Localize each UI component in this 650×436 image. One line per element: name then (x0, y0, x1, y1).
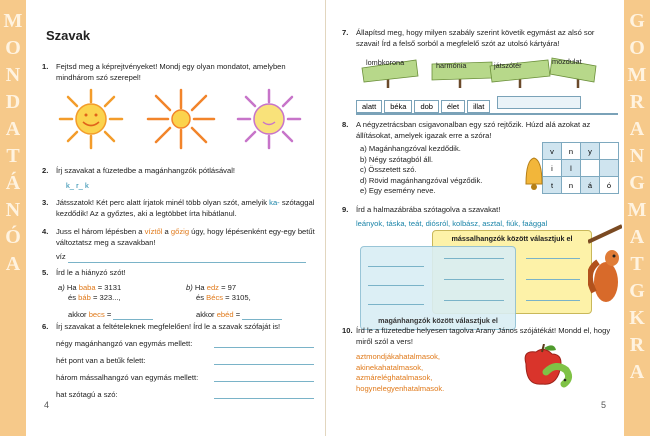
answer-line[interactable] (444, 292, 504, 301)
answer-line[interactable] (526, 271, 580, 280)
exercise-number: 10. (342, 326, 353, 335)
exercise-number: 4. (42, 227, 49, 236)
right-strip-letter: O (629, 37, 645, 59)
text: és (68, 293, 77, 302)
word-end: gőzig (170, 227, 190, 236)
ex6-row-label: négy magánhangzó van egymás mellett: (56, 339, 193, 348)
text: = (235, 309, 241, 319)
sun-rebus-1-icon (48, 88, 134, 150)
left-page (26, 0, 326, 436)
exercise-text-a: Juss el három lépésben a (56, 227, 143, 236)
right-decor-strip (624, 0, 650, 436)
exercise-9 (342, 205, 618, 229)
set-lines (368, 258, 424, 305)
grid-cell: l (562, 160, 581, 177)
answer-row (56, 252, 318, 263)
answer-card[interactable] (497, 96, 581, 109)
exercise-number: 6. (42, 322, 49, 331)
set-bottom-label: magánhangzók között választjuk el (378, 316, 498, 325)
right-strip-letter: A (629, 118, 645, 140)
word-card: illat (467, 100, 490, 113)
exercise-text: Állapítsd meg, hogy milyen szabály szerint követik egymást az alsó sor szavai! Írd a felső sorból a megfelelő szót az utolsó kártyára! (356, 28, 595, 48)
grid-row (543, 143, 619, 160)
exercise-text: Írj szavakat a feltételeknek megfelelően! Írd le a szavak szófaját is! (56, 322, 281, 331)
ex8-option[interactable]: b) Négy szótagból áll. (360, 154, 434, 164)
signpost-word: játszótér (494, 61, 522, 70)
ex8-option[interactable]: d) Rövid magánhangzóval végződik. (360, 175, 483, 185)
text: akkor (68, 309, 87, 319)
exercise-4 (42, 227, 318, 263)
exercise-3 (42, 198, 318, 219)
exercise-text: Írj szavakat a füzetedbe a magánhangzók pótlásával! (56, 166, 235, 175)
right-strip-letter: A (629, 226, 645, 248)
right-strip-letter: R (629, 91, 645, 113)
left-decor-strip (0, 0, 26, 436)
top-set-lines (526, 250, 580, 301)
text: és (196, 293, 205, 302)
right-strip-letter: M (627, 199, 647, 221)
exercise-text: A négyzetrácsban csigavonalban egy szó rejtőzik. Húzd alá azokat az állításokat, amelyek igazak erre a szóra! (356, 120, 591, 140)
exercise-2 (42, 166, 316, 191)
left-strip-letter: T (6, 145, 20, 167)
right-strip-letter: N (629, 145, 645, 167)
sun-rebus-2-icon (138, 88, 224, 150)
word-card: dob (414, 100, 439, 113)
grid-row (543, 160, 619, 177)
right-strip-letter: A (629, 361, 645, 383)
exercise-7 (342, 28, 618, 49)
ex6-rows (56, 339, 318, 401)
exercise-text-b: szótaggal kezdődik! Az a győztes, aki a legtöbbet írta hibátlanul. (56, 198, 315, 218)
answer-line[interactable] (214, 339, 314, 348)
left-strip-letter: N (5, 64, 21, 86)
syllable-prefix: ka- (269, 198, 280, 207)
answer-line[interactable] (242, 311, 282, 320)
grid-cell: á (581, 177, 600, 194)
right-strip-letter: G (629, 280, 645, 302)
text: Ha (66, 282, 77, 292)
exercise-number: 7. (342, 28, 349, 37)
left-strip-letter: D (5, 91, 21, 113)
word: Bécs (206, 293, 224, 302)
answer-line[interactable] (214, 356, 314, 365)
left-strip-letter: Ó (5, 226, 21, 248)
exercise-text: Írd le a hiányzó szót! (56, 268, 126, 277)
left-strip-letter: A (5, 118, 21, 140)
grid-cell: i (543, 160, 562, 177)
left-strip-letter: M (3, 10, 23, 32)
right-strip-letter: G (629, 10, 645, 32)
exercise-text-c: úgy, hogy lépésenként egy-egy betűt változtatsz meg a szavakban! (56, 227, 315, 247)
word-pattern: k_ r_ k (66, 180, 89, 190)
exercise-5 (42, 268, 318, 327)
grid-row (543, 177, 619, 194)
word-start: víztől (144, 227, 163, 236)
exercise-number: 1. (42, 62, 49, 71)
text: = 3131 (97, 282, 122, 292)
exercise-number: 2. (42, 166, 49, 175)
word: baba (78, 282, 96, 292)
answer-line[interactable] (368, 258, 424, 267)
grid-cell: v (543, 143, 562, 160)
exercise-text: Írd le a füzetedbe helyesen tagolva Arany János szójátékát! Mondd el, hogy miről szól a vers! (356, 326, 611, 346)
intersection-lines (444, 250, 504, 301)
bottom-word-row (356, 96, 618, 114)
right-strip-letters (624, 8, 650, 386)
exercise-number: 3. (42, 198, 49, 207)
word-card: béka (384, 100, 412, 113)
exercise-number: 9. (342, 205, 349, 214)
answer-line[interactable] (214, 390, 314, 399)
text: = 3105, (225, 293, 251, 302)
exercise-text: Írd a halmazábrába szótagolva a szavakat! (356, 205, 501, 214)
left-strip-letter: N (5, 199, 21, 221)
right-strip-letter: T (630, 253, 644, 275)
exercise-text: Fejtsd meg a képrejtvényeket! Mondj egy olyan mondatot, amelyben mindhárom szó szerepel! (56, 62, 286, 82)
ex5-part-a (58, 283, 183, 321)
text: akkor (196, 309, 215, 319)
card-rail (356, 113, 618, 115)
text: = 323..., (92, 293, 121, 302)
text: = 97 (221, 282, 237, 292)
exercise-1 (42, 62, 316, 83)
ex6-row-label: hét pont van a betűk felett: (56, 356, 146, 365)
left-strip-letter: A (5, 253, 21, 275)
answer-line[interactable] (214, 373, 314, 382)
word-card: alatt (356, 100, 382, 113)
word: edz (206, 282, 219, 292)
answer-line[interactable] (526, 292, 580, 301)
right-strip-letter: M (627, 64, 647, 86)
page-title: Szavak (46, 28, 91, 43)
left-strip-letter: Á (5, 172, 21, 194)
poem-line: akinekahatalmasok, (356, 362, 424, 372)
word: báb (78, 293, 91, 302)
ex6-row-label: hat szótagú a szó: (56, 390, 118, 399)
grid-cell (600, 160, 619, 177)
exercise-text-a: Játsszatok! Két perc alatt írjatok minél több olyan szót, amelyik (56, 198, 268, 207)
word-card: élet (441, 100, 465, 113)
right-strip-letter: K (629, 307, 645, 329)
text: Ha (194, 282, 205, 292)
right-strip-letter: G (629, 172, 645, 194)
ex8-option[interactable]: a) Magánhangzóval kezdődik. (360, 144, 461, 153)
right-page (326, 0, 624, 436)
signpost-word: mozdulat (552, 57, 582, 66)
right-strip-letter: R (629, 334, 645, 356)
letter-grid (542, 142, 619, 194)
start-word: víz (56, 252, 66, 261)
poem-lines (356, 352, 618, 394)
answer-line[interactable] (68, 254, 306, 263)
ex8-option[interactable]: e) Egy esemény neve. (360, 186, 436, 195)
left-strip-letter: O (5, 37, 21, 59)
text: = (106, 309, 112, 319)
ex6-row (56, 390, 318, 401)
exercise-number: 5. (42, 268, 49, 277)
page-number: 4 (44, 400, 50, 410)
signpost-word: harmónia (436, 61, 467, 70)
part-label: a) (58, 282, 65, 292)
ex6-row (56, 356, 318, 367)
exercise-6 (42, 322, 318, 401)
answer-line[interactable] (368, 277, 424, 286)
page-number: 5 (600, 400, 606, 410)
poem-line: azmáreléghatalmasok, (356, 373, 433, 382)
grid-cell: t (543, 177, 562, 194)
bell-icon (522, 148, 544, 192)
ex6-row-label: három mássalhangzó van egymás mellett: (56, 373, 199, 382)
poem-line: hogynelegyenhatalmasok. (356, 383, 445, 393)
grid-cell (581, 160, 600, 177)
answer-line[interactable] (113, 311, 153, 320)
sun-rebus-3-icon (226, 88, 312, 150)
word-list: leányok, táska, teát, diósról, kolbász, asztal, fiúk, faággal (356, 218, 548, 228)
signpost-word: lombkorona (366, 58, 405, 67)
exercise-10 (342, 326, 618, 394)
answer-line[interactable] (368, 296, 424, 305)
grid-cell: n (562, 143, 581, 160)
poem-line: aztmondjákahatalmasok, (356, 352, 440, 361)
grid-cell: y (581, 143, 600, 160)
apple-with-worm-icon (516, 344, 574, 390)
word: ebéd (216, 309, 234, 319)
part-label: b) (186, 282, 193, 292)
ex5-columns (56, 283, 318, 327)
answer-line[interactable] (526, 250, 580, 259)
left-strip-letters (0, 8, 26, 278)
ex5-part-b (186, 283, 316, 321)
answer-line[interactable] (444, 250, 504, 259)
grid-cell: ó (600, 177, 619, 194)
grid-cell: n (562, 177, 581, 194)
grid-cell (600, 143, 619, 160)
word: becs (88, 309, 105, 319)
ex6-row (56, 339, 318, 350)
exercise-text-b: a (164, 227, 169, 236)
ex8-option[interactable]: c) Összetett szó. (360, 165, 417, 174)
exercise-number: 8. (342, 120, 349, 129)
answer-line[interactable] (444, 271, 504, 280)
ex6-row (56, 373, 318, 384)
set-top-label: mássalhangzók között választjuk el (451, 234, 573, 243)
squirrel-on-branch-icon (588, 212, 622, 318)
